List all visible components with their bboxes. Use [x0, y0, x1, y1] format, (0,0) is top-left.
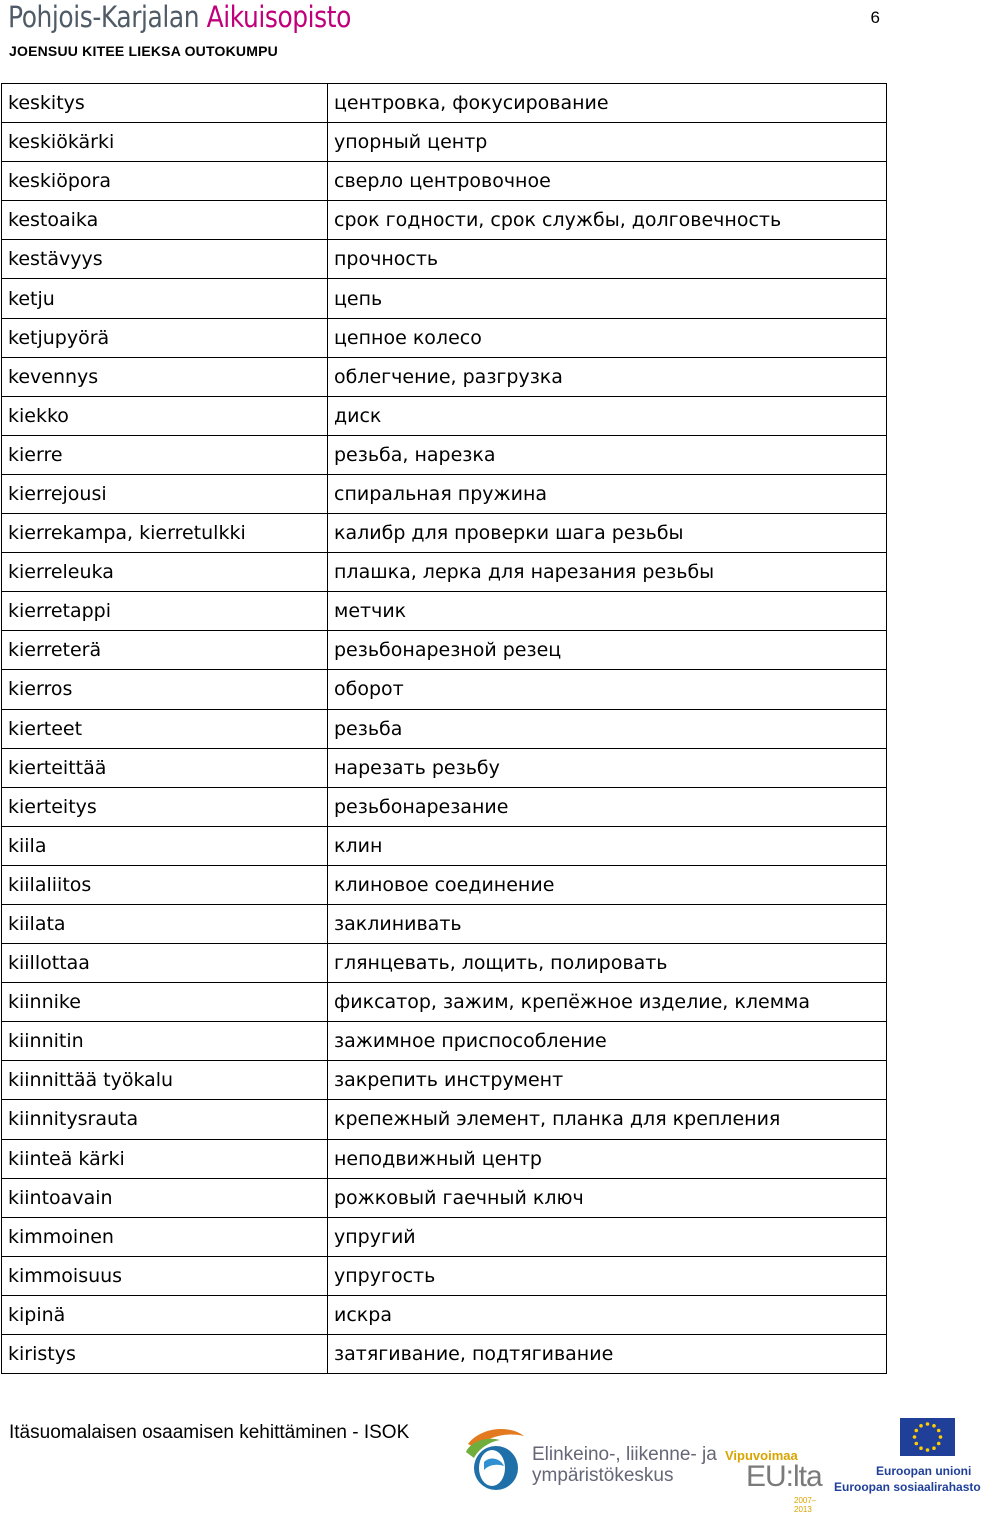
russian-translation: спиральная пружина: [328, 474, 887, 513]
finnish-term: kiilaliitos: [2, 865, 328, 904]
finnish-term: kipinä: [2, 1295, 328, 1334]
vipuvoimaa-eu-text: EU:lta: [746, 1460, 822, 1493]
finnish-term: kierrejousi: [2, 474, 328, 513]
eu-flag-icon: [900, 1418, 955, 1456]
table-row: [2, 474, 887, 513]
table-row: [2, 709, 887, 748]
finnish-term: kevennys: [2, 357, 328, 396]
vocabulary-table: [1, 83, 887, 1374]
finnish-term: kiinnitysrauta: [2, 1100, 328, 1139]
finnish-term: kierre: [2, 435, 328, 474]
russian-translation: рожковый гаечный ключ: [328, 1178, 887, 1217]
russian-translation: упругий: [328, 1217, 887, 1256]
page-number: 6: [870, 8, 880, 27]
finnish-term: kiristys: [2, 1335, 328, 1374]
table-row: [2, 1100, 887, 1139]
ely-text-line2: ympäristökeskus: [532, 1465, 674, 1486]
eu-social-fund: Euroopan sosiaalirahasto: [834, 1480, 981, 1494]
russian-translation: заклинивать: [328, 904, 887, 943]
finnish-term: kiinnitin: [2, 1022, 328, 1061]
vipuvoimaa-logo: [722, 1448, 832, 1514]
table-row: [2, 826, 887, 865]
table-row: [2, 84, 887, 123]
table-row: [2, 944, 887, 983]
russian-translation: метчик: [328, 592, 887, 631]
ely-emblem-icon: [460, 1422, 530, 1494]
russian-translation: нарезать резьбу: [328, 748, 887, 787]
finnish-term: kierretappi: [2, 592, 328, 631]
russian-translation: клин: [328, 826, 887, 865]
table-row: [2, 1139, 887, 1178]
table-row: [2, 748, 887, 787]
table-row: [2, 279, 887, 318]
table-row: [2, 318, 887, 357]
finnish-term: kiila: [2, 826, 328, 865]
table-row: [2, 162, 887, 201]
russian-translation: резьба, нарезка: [328, 435, 887, 474]
table-row: [2, 1061, 887, 1100]
table-row: [2, 1256, 887, 1295]
russian-translation: сверло центровочное: [328, 162, 887, 201]
logo-text-part1: Pohjois-Karjalan: [8, 0, 200, 34]
table-row: [2, 983, 887, 1022]
table-row: [2, 592, 887, 631]
finnish-term: kiekko: [2, 396, 328, 435]
finnish-term: kierteitys: [2, 787, 328, 826]
finnish-term: kiillottaa: [2, 944, 328, 983]
russian-translation: зажимное приспособление: [328, 1022, 887, 1061]
table-row: [2, 1178, 887, 1217]
finnish-term: kierrekampa, kierretulkki: [2, 514, 328, 553]
russian-translation: искра: [328, 1295, 887, 1334]
campus-cities: JOENSUU KITEE LIEKSA OUTOKUMPU: [9, 43, 278, 59]
ely-text-line1: Elinkeino-, liikenne- ja: [532, 1444, 717, 1465]
table-row: [2, 1022, 887, 1061]
finnish-term: keskitys: [2, 84, 328, 123]
russian-translation: центровка, фокусирование: [328, 84, 887, 123]
finnish-term: kestoaika: [2, 201, 328, 240]
finnish-term: kiintoavain: [2, 1178, 328, 1217]
logo-text-part2: Aikuisopisto: [206, 0, 351, 34]
page-header: [0, 0, 960, 70]
russian-translation: плашка, лерка для нарезания резьбы: [328, 553, 887, 592]
russian-translation: затягивание, подтягивание: [328, 1335, 887, 1374]
table-row: [2, 865, 887, 904]
russian-translation: резьбонарезание: [328, 787, 887, 826]
finnish-term: kiilata: [2, 904, 328, 943]
russian-translation: цепное колесо: [328, 318, 887, 357]
russian-translation: неподвижный центр: [328, 1139, 887, 1178]
finnish-term: kiinteä kärki: [2, 1139, 328, 1178]
russian-translation: облегчение, разгрузка: [328, 357, 887, 396]
finnish-term: kierros: [2, 670, 328, 709]
finnish-term: keskiökärki: [2, 123, 328, 162]
table-row: [2, 123, 887, 162]
eu-name: Euroopan unioni: [876, 1464, 972, 1478]
table-row: [2, 201, 887, 240]
table-row: [2, 904, 887, 943]
vipuvoimaa-title: Vipuvoimaa: [725, 1448, 798, 1463]
table-row: [2, 553, 887, 592]
ely-centre-text: [532, 1444, 717, 1486]
russian-translation: фиксатор, зажим, крепёжное изделие, клемма: [328, 983, 887, 1022]
russian-translation: упорный центр: [328, 123, 887, 162]
russian-translation: калибр для проверки шага резьбы: [328, 514, 887, 553]
finnish-term: kimmoisuus: [2, 1256, 328, 1295]
table-row: [2, 1335, 887, 1374]
finnish-term: kierteittää: [2, 748, 328, 787]
finnish-term: kiinnittää työkalu: [2, 1061, 328, 1100]
vipuvoimaa-years: 2007–2013: [794, 1496, 817, 1514]
russian-translation: крепежный элемент, планка для крепления: [328, 1100, 887, 1139]
ely-centre-logo: [460, 1422, 717, 1494]
finnish-term: kiinnike: [2, 983, 328, 1022]
russian-translation: цепь: [328, 279, 887, 318]
table-row: [2, 357, 887, 396]
aikuisopisto-logo: [8, 0, 351, 34]
russian-translation: диск: [328, 396, 887, 435]
finnish-term: kierreterä: [2, 631, 328, 670]
finnish-term: kierteet: [2, 709, 328, 748]
table-row: [2, 670, 887, 709]
european-union-logo: [832, 1416, 981, 1506]
russian-translation: оборот: [328, 670, 887, 709]
finnish-term: ketjupyörä: [2, 318, 328, 357]
finnish-term: kimmoinen: [2, 1217, 328, 1256]
finnish-term: kestävyys: [2, 240, 328, 279]
table-row: [2, 1217, 887, 1256]
russian-translation: прочность: [328, 240, 887, 279]
russian-translation: глянцевать, лощить, полировать: [328, 944, 887, 983]
russian-translation: резьба: [328, 709, 887, 748]
russian-translation: резьбонарезной резец: [328, 631, 887, 670]
russian-translation: клиновое соединение: [328, 865, 887, 904]
russian-translation: закрепить инструмент: [328, 1061, 887, 1100]
russian-translation: упругость: [328, 1256, 887, 1295]
finnish-term: ketju: [2, 279, 328, 318]
project-name: Itäsuomalaisen osaamisen kehittäminen - ISOK: [9, 1422, 410, 1443]
table-row: [2, 631, 887, 670]
table-row: [2, 240, 887, 279]
table-row: [2, 435, 887, 474]
finnish-term: kierreleuka: [2, 553, 328, 592]
russian-translation: срок годности, срок службы, долговечность: [328, 201, 887, 240]
vocabulary-table-body: [2, 84, 887, 1374]
table-row: [2, 787, 887, 826]
table-row: [2, 514, 887, 553]
finnish-term: keskiöpora: [2, 162, 328, 201]
table-row: [2, 1295, 887, 1334]
table-row: [2, 396, 887, 435]
